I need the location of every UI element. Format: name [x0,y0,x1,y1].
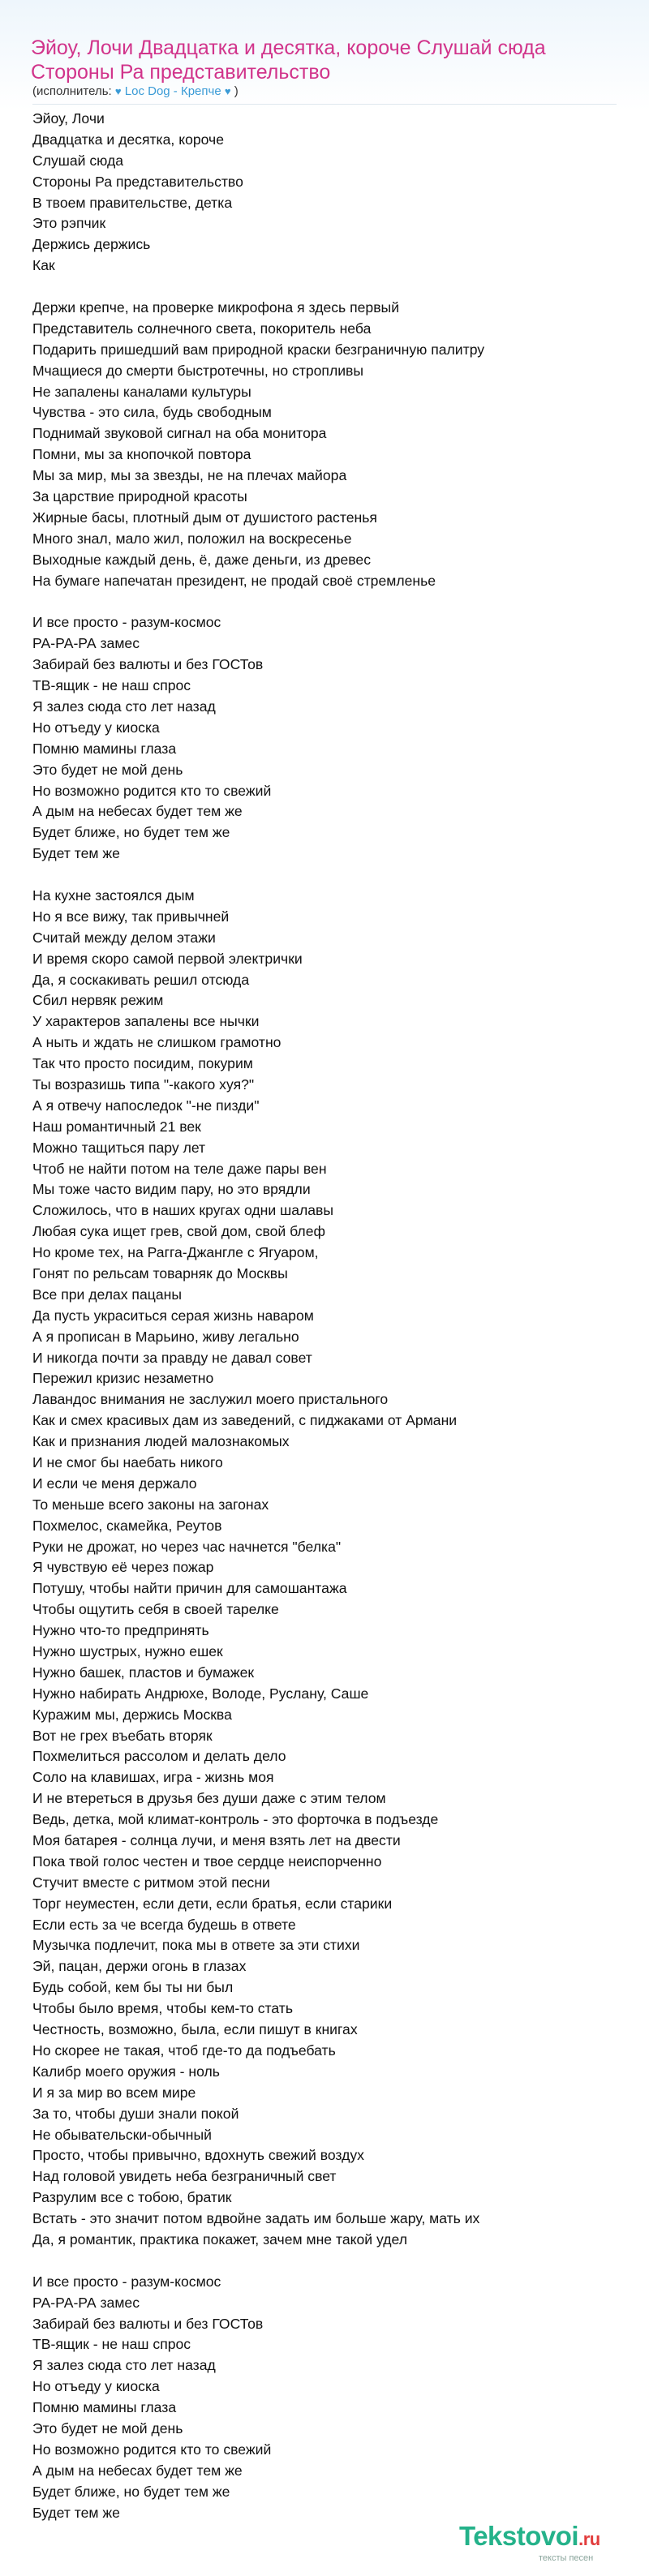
lyric-line: Я залез сюда сто лет назад [32,2357,216,2374]
lyric-line: ТВ-ящик - не наш спрос [32,2336,191,2353]
lyric-line: Да, я соскакивать решил отсюда [32,971,250,988]
lyric-line: Я чувствую её через пожар [32,1559,214,1576]
lyric-line: Представитель солнечного света, покоритель неба [32,320,372,337]
lyric-line: Двадцатка и десятка, короче [32,131,225,148]
lyric-line: И не втереться в друзья без души даже с этим телом [32,1790,386,1807]
lyric-line: И если че меня держало [32,1475,197,1492]
lyric-line: Помню мамины глаза [32,2399,177,2416]
lyric-line: И все просто - разум-космос [32,2273,221,2290]
lyrics-text [32,109,625,2523]
lyric-line: Ведь, детка, мой климат-контроль - это форточка в подъезде [32,1811,439,1828]
lyric-line: Мы за мир, мы за звезды, не на плечах майора [32,467,347,484]
lyric-line: И время скоро самой первой электрички [32,950,303,967]
lyric-line: РА-РА-РА замес [32,2294,140,2311]
lyric-line: А ныть и ждать не слишком грамотно [32,1034,282,1051]
lyric-line: Лавандос внимания не заслужил моего пристального [32,1391,389,1408]
lyric-line: Я залез сюда сто лет назад [32,698,216,715]
lyric-line: Помни, мы за кнопочкой повтора [32,446,251,463]
lyric-line: Да пусть украситься серая жизнь наваром [32,1307,314,1324]
lyric-line: На кухне застоялся дым [32,887,195,904]
lyric-line: ТВ-ящик - не наш спрос [32,677,191,694]
lyric-line: Любая сука ищет грев, свой дом, свой блеф [32,1223,325,1240]
lyric-line: Но кроме тех, на Рагга-Джангле с Ягуаром, [32,1244,319,1261]
lyric-line: За царствие природной красоты [32,488,247,505]
logo-wordmark [459,2521,600,2552]
lyric-line: Будь собой, кем бы ты ни был [32,1979,234,1996]
lyric-line: Будет тем же [32,845,120,862]
lyric-line: В твоем правительстве, детка [32,194,233,211]
lyric-line: Много знал, мало жил, положил на воскресенье [32,530,352,547]
lyric-line: Разрулим все с тобою, братик [32,2189,232,2206]
song-title: Эйоу, Лочи Двадцатка и десятка, короче Слушай сюда Стороны Ра представительство [31,36,546,84]
stanza-break [32,2251,625,2272]
heart-icon: ♥ [114,85,122,97]
page-header [0,0,649,110]
lyric-line: Встать - это значит потом вдвойне задать им больше жару, мать их [32,2210,480,2227]
lyric-line: Эй, пацан, держи огонь в глазах [32,1958,247,1975]
lyric-line: Будет тем же [32,2504,120,2521]
lyric-line: Забирай без валюты и без ГОСТов [32,2315,264,2332]
lyric-line: Чувства - это сила, будь свободным [32,404,272,421]
lyric-line: Но возможно родится кто то свежий [32,2441,272,2458]
lyric-line: Не запалены каналами культуры [32,383,251,400]
lyric-line: Слушай сюда [32,152,124,169]
stanza-break [32,277,625,298]
lyric-line: На бумаге напечатан президент, не продай своё стремленье [32,572,436,589]
lyric-line: Как и признания людей малознакомых [32,1433,290,1450]
logo-tld: .ru [578,2529,600,2549]
stanza-break [32,591,625,612]
lyric-line: И никогда почти за правду не давал совет [32,1349,312,1366]
lyric-line: Сложилось, что в наших кругах одни шалавы [32,1202,334,1219]
lyric-line: И я за мир во всем мире [32,2084,196,2101]
lyric-line: Наш романтичный 21 век [32,1118,201,1135]
lyric-line: Куражим мы, держись Москва [32,1706,232,1723]
lyric-line: Торг неуместен, если дети, если братья, если старики [32,1895,393,1912]
lyric-line: Соло на клавишах, игра - жизнь моя [32,1769,274,1786]
lyric-line: Будет ближе, но будет тем же [32,824,230,841]
lyric-line: Стороны Ра представительство [32,173,243,190]
lyric-line: РА-РА-РА замес [32,635,140,652]
lyric-line: Можно тащиться пару лет [32,1139,206,1156]
credit-prefix: (исполнитель: [32,84,115,98]
lyric-line: Но скорее не такая, чтоб где-то да подъебать [32,2041,336,2059]
heart-icon: ♥ [224,85,231,97]
lyric-line: Не обывательски-обычный [32,2126,212,2143]
credit-suffix: ) [234,84,239,98]
lyric-line: Считай между делом этажи [32,929,216,946]
lyric-line: Чтоб не найти потом на теле даже пары вен [32,1160,327,1177]
lyric-line: Это будет не мой день [32,2419,183,2436]
lyric-line: Чтобы ощутить себя в своей тарелке [32,1601,279,1618]
lyric-line: И все просто - разум-космос [32,614,221,631]
lyric-line: Это будет не мой день [32,761,183,778]
lyric-line: Ты возразишь типа "-какого хуя?" [32,1075,255,1093]
lyric-line: Гонят по рельсам товарняк до Москвы [32,1264,288,1282]
lyric-line: А я отвечу напоследок "-не пизди" [32,1097,260,1114]
lyric-line: Нужно набирать Андрюхе, Володе, Руслану, Саше [32,1685,369,1702]
lyric-line: Но отъеду у киоска [32,719,160,736]
lyric-line: Как [32,257,55,274]
lyric-line: Да, я романтик, практика покажет, зачем мне такой удел [32,2230,407,2248]
lyric-line: Калибр моего оружия - ноль [32,2063,220,2080]
lyric-line: Помню мамины глаза [32,740,177,757]
lyric-line: А я прописан в Марьино, живу легально [32,1328,299,1345]
lyric-line: Выходные каждый день, ё, даже деньги, из древес [32,551,372,568]
lyric-line: Руки не дрожат, но через час начнется "белка" [32,1538,342,1555]
lyric-line: За то, чтобы души знали покой [32,2105,239,2122]
lyric-line: Все при делах пацаны [32,1286,182,1303]
lyric-line: А дым на небесах будет тем же [32,2462,243,2479]
lyric-line: Но я все вижу, так привычней [32,908,230,925]
lyric-line: Вот не грех въебать вторяк [32,1727,213,1744]
artist-link[interactable]: Loc Dog - Крепче [124,84,221,98]
logo-tagline: тексты песен [539,2553,594,2563]
lyric-line: Потушу, чтобы найти причин для самошантажа [32,1580,347,1597]
lyric-line: Честность, возможно, была, если пишут в книгах [32,2021,358,2038]
lyric-line: Музычка подлечит, пока мы в ответе за эти стихи [32,1937,360,1954]
lyric-line: И не смог бы наебать никого [32,1454,223,1470]
lyric-line: Пока твой голос честен и твое сердце неиспорченно [32,1853,382,1870]
lyric-line: Моя батарея - солнца лучи, и меня взять лет на двести [32,1832,401,1849]
lyric-line: Нужно что-то предпринять [32,1622,209,1639]
artist-credit [32,84,239,98]
lyric-line: То меньше всего законы на загонах [32,1496,269,1513]
lyric-line: Но возможно родится кто то свежий [32,782,272,799]
lyric-line: Мчащиеся до смерти быстротечны, но стропливы [32,362,364,379]
lyric-line: Чтобы было время, чтобы кем-то стать [32,2000,294,2017]
lyric-line: Эйоу, Лочи [32,110,105,127]
lyric-line: Похмелиться рассолом и делать дело [32,1748,286,1765]
lyric-line: Стучит вместе с ритмом этой песни [32,1874,270,1891]
lyric-line: Жирные басы, плотный дым от душистого растенья [32,509,377,526]
lyric-line: А дым на небесах будет тем же [32,803,243,820]
lyric-line: Похмелос, скамейка, Реутов [32,1517,222,1534]
lyric-line: Нужно шустрых, нужно ешек [32,1643,223,1660]
lyric-line: Сбил нервяк режим [32,992,164,1009]
lyric-line: Пережил кризис незаметно [32,1370,214,1387]
lyric-line: Просто, чтобы привычно, вдохнуть свежий воздух [32,2147,364,2164]
stanza-break [32,865,625,886]
lyric-line: Забирай без валюты и без ГОСТов [32,656,264,673]
lyric-line: Как и смех красивых дам из заведений, с пиджаками от Армани [32,1412,458,1429]
lyric-line: Если есть за че всегда будешь в ответе [32,1916,296,1933]
lyric-line: Подарить пришедший вам природной краски безграничную палитру [32,341,485,358]
lyric-line: Но отъеду у киоска [32,2378,160,2395]
lyric-line: Над головой увидеть неба безграничный свет [32,2168,337,2185]
lyric-line: Держи крепче, на проверке микрофона я здесь первый [32,299,400,316]
lyric-line: Мы тоже часто видим пару, но это врядли [32,1181,311,1198]
lyric-line: Это рэпчик [32,215,106,232]
lyric-line: Так что просто посидим, покурим [32,1055,253,1072]
lyric-line: Будет ближе, но будет тем же [32,2483,230,2500]
lyric-line: Держись держись [32,236,151,253]
divider [32,104,617,105]
lyric-line: Поднимай звуковой сигнал на оба монитора [32,425,327,442]
site-logo[interactable] [459,2521,646,2570]
lyric-line: Нужно башек, пластов и бумажек [32,1664,255,1681]
lyric-line: У характеров запалены все нычки [32,1013,260,1030]
logo-name: Tekstovoi [459,2521,579,2551]
